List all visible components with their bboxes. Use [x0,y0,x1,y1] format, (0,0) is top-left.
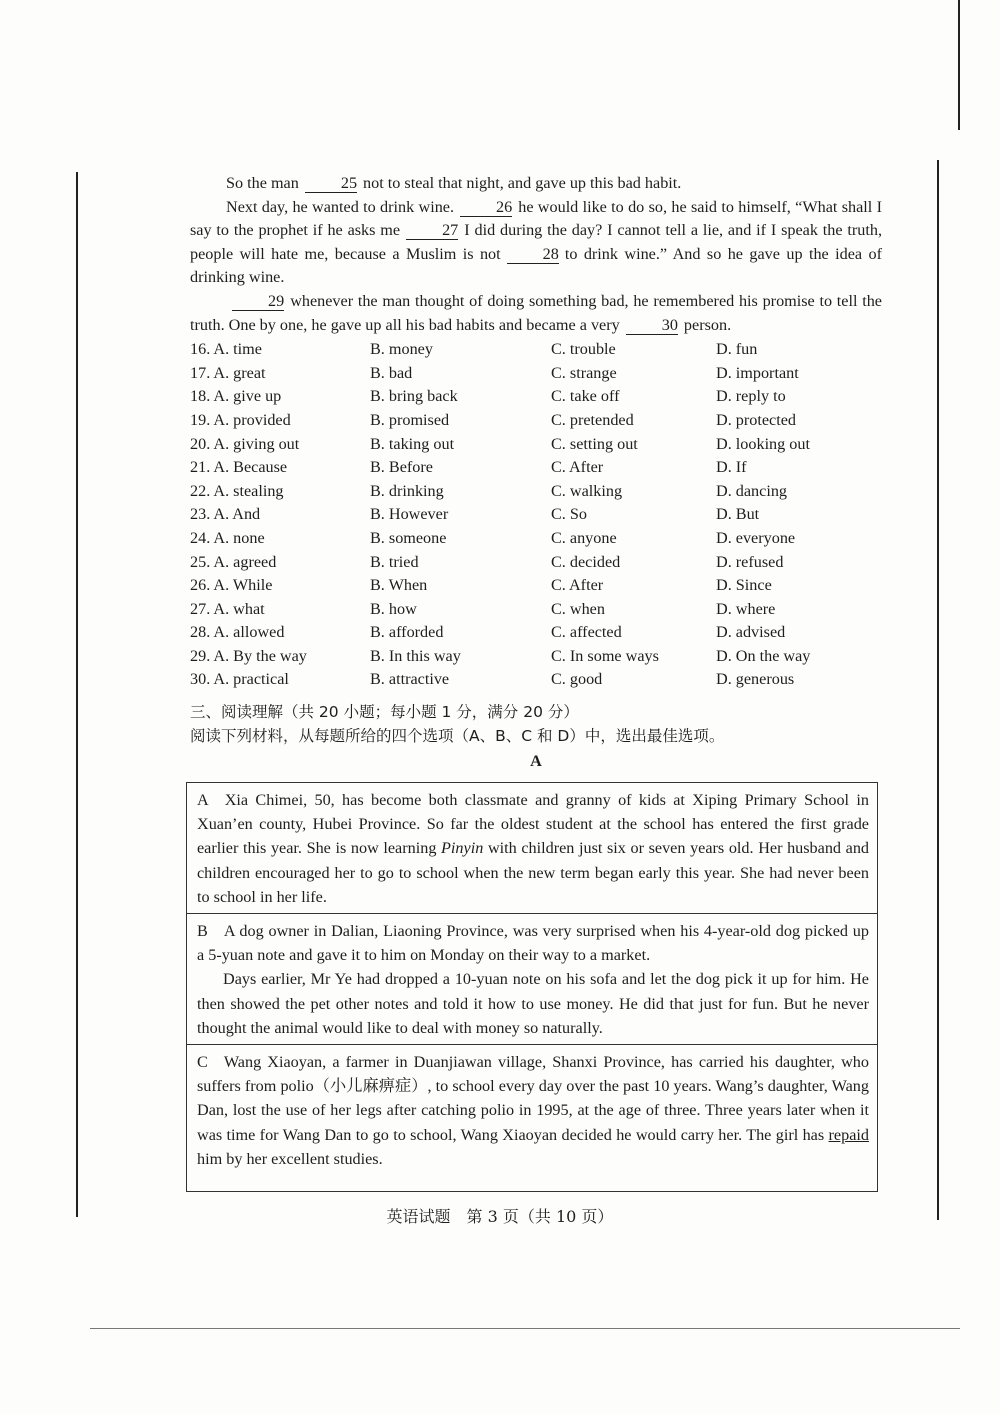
option-cell: 23. A. And [190,505,261,524]
option-cell: B. bad [370,363,413,382]
right-margin-line [937,160,939,1220]
option-cell: B. afforded [370,623,444,642]
passage-paragraph-3: 29 whenever the man thought of doing something bad, he remembered his promise to tell the truth. One by one, he gave up all his bad habits and became a very 30 person. [190,291,882,334]
option-cell: C. take off [551,387,620,406]
part-title: A [530,752,542,771]
option-cell: C. So [551,505,587,524]
bottom-rule [90,1328,960,1329]
option-cell: B. drinking [370,481,444,500]
option-cell: B. promised [370,410,450,429]
section-heading: 三、阅读理解（共 20 小题；每小题 1 分，满分 20 分） [190,703,579,722]
option-cell: D. generous [716,670,795,689]
option-cell: 30. A. practical [190,670,289,689]
option-row [190,645,882,669]
option-cell: 20. A. giving out [190,434,300,453]
option-cell: D. where [716,599,776,618]
option-cell: 17. A. great [190,363,266,382]
option-cell: D. On the way [716,646,811,665]
option-cell: C. setting out [551,434,638,453]
option-cell: D. advised [716,623,786,642]
option-cell: 24. A. none [190,528,265,547]
box-item-label: B [197,922,208,941]
option-cell: C. In some ways [551,646,659,665]
option-cell: D. fun [716,340,758,359]
page-body [190,172,882,772]
option-cell: B. Before [370,458,433,477]
option-row [190,409,882,433]
option-cell: 22. A. stealing [190,481,284,500]
option-cell: D. looking out [716,434,810,453]
option-row [190,338,882,362]
option-cell: B. someone [370,528,447,547]
option-row [190,456,882,480]
option-row [190,598,882,622]
option-cell: D. protected [716,410,797,429]
option-cell: D. reply to [716,387,786,406]
option-cell: B. When [370,576,428,595]
option-cell: B. how [370,599,417,618]
option-cell: C. anyone [551,528,617,547]
option-cell: D. important [716,363,799,382]
option-row [190,574,882,598]
option-row [190,621,882,645]
option-cell: D. Since [716,576,772,595]
underlined-word: repaid [828,1125,869,1144]
passage-paragraph-1: So the man 25 not to steal that night, and gave up this bad habit. [226,174,682,192]
option-cell: B. tried [370,552,419,571]
section-instruction: 阅读下列材料，从每题所给的四个选项（A、B、C 和 D）中，选出最佳选项。 [190,727,725,746]
option-row [190,668,882,692]
option-row [190,551,882,575]
option-cell: C. good [551,670,603,689]
option-cell: C. walking [551,481,623,500]
option-cell: B. attractive [370,670,450,689]
option-cell: C. affected [551,623,622,642]
option-cell: B. In this way [370,646,461,665]
blank-26: 26 [460,198,512,217]
option-cell: C. pretended [551,410,634,429]
option-cell: 19. A. provided [190,410,291,429]
option-cell: C. when [551,599,605,618]
box-item-label: C [197,1053,208,1072]
reading-box [186,782,878,1192]
option-cell: 29. A. By the way [190,646,307,665]
option-row [190,503,882,527]
option-cell: 18. A. give up [190,387,282,406]
option-cell: D. refused [716,552,784,571]
option-cell: 25. A. agreed [190,552,277,571]
option-row [190,362,882,386]
option-cell: B. money [370,340,433,359]
option-cell: 16. A. time [190,340,262,359]
option-row [190,527,882,551]
option-cell: C. strange [551,363,617,382]
blank-29: 29 [232,292,284,311]
option-cell: B. bring back [370,387,458,406]
options-table [190,338,882,692]
passage-paragraph-2: Next day, he wanted to drink wine. 26 he would like to do so, he said to himself, “What shall I say to the prophet if he asks me 27 I did during the day? I cannot tell a lie, and if I speak the truth, people will hate me, because a Muslim is not 28 to drink wine.” And so he gave up the idea of drinking wine. [190,197,883,287]
option-cell: C. After [551,576,604,595]
option-cell: C. After [551,458,604,477]
page-edge-line [958,0,960,130]
page-footer: 英语试题 第 3 页（共 10 页） [386,1207,614,1226]
option-cell: D. dancing [716,481,788,500]
option-row [190,385,882,409]
blank-25: 25 [305,174,357,193]
option-cell: 28. A. allowed [190,623,285,642]
left-margin-line [76,172,78,1217]
pinyin-term: Pinyin [441,839,484,858]
option-cell: C. trouble [551,340,616,359]
option-cell: B. However [370,505,449,524]
option-cell: B. taking out [370,434,455,453]
option-cell: D. everyone [716,528,796,547]
box-item-label: A [197,791,209,809]
box-item-b: B A dog owner in Dalian, Liaoning Province, was very surprised when his 4-year-old dog picked up a 5-yuan note and gave it to him on Monday on their way to a market. Days earlier, Mr Ye had dropped a 10-yuan note on his sofa and let the dog pick it up for him. He then showed the pet other notes and told it how to use money. He did that just for fun. But he never thought the animal would like to deal with money so naturally. [187,914,877,1045]
blank-27: 27 [406,221,458,240]
box-item-a: A Xia Chimei, 50, has become both classmate and granny of kids at Xiping Primary School in Xuan’en county, Hubei Province. So far the oldest student at the school has entered the first grade earlier this year. She is now learning Pinyin with children just six or seven years old. Her husband and children encouraged her to go to school when the new term began early this year. She had never been to school in her life. [187,783,877,914]
option-row [190,433,882,457]
blank-30: 30 [626,316,678,335]
blank-28: 28 [507,245,559,264]
option-cell: 27. A. what [190,599,265,618]
option-row [190,480,882,504]
option-cell: C. decided [551,552,621,571]
option-cell: 26. A. While [190,576,273,595]
box-item-c: C Wang Xiaoyan, a farmer in Duanjiawan village, Shanxi Province, has carried his daughter, who suffers from polio（小儿麻痹症）, to school every day over the past 10 years. Wang’s daughter, Wang Dan, lost the use of her legs after catching polio in 1995, at the age of three. Three years later when it was time for Wang Dan to go to school, Wang Xiaoyan decided he would carry her. The girl has repaid him by her excellent studies. [197,1053,869,1168]
option-cell: D. If [716,458,747,477]
option-cell: 21. A. Because [190,458,288,477]
option-cell: D. But [716,505,760,524]
